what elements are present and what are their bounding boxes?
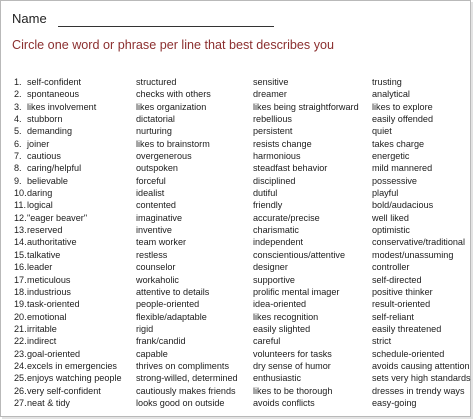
- word-text: meticulous: [27, 274, 71, 285]
- word-option[interactable]: people-oriented: [136, 299, 200, 310]
- item-number: 27.: [14, 397, 27, 408]
- word-option[interactable]: [14, 335, 122, 347]
- word-option[interactable]: idea-oriented: [253, 299, 307, 310]
- item-number: 13.: [14, 225, 27, 236]
- item-number: 5.: [14, 126, 22, 137]
- word-text: daring: [27, 188, 53, 199]
- word-option[interactable]: schedule-oriented: [372, 348, 445, 359]
- word-option[interactable]: independent: [253, 237, 304, 248]
- item-number: 9.: [14, 175, 22, 186]
- word-text: stubborn: [27, 114, 63, 125]
- word-text: demanding: [27, 126, 72, 137]
- word-option[interactable]: careful: [253, 336, 281, 347]
- word-option[interactable]: conscientious/attentive: [253, 249, 346, 260]
- word-option[interactable]: optimistic: [372, 225, 410, 236]
- word-option[interactable]: [14, 360, 122, 372]
- item-number: 12.: [14, 212, 27, 223]
- word-option[interactable]: attentive to details: [136, 286, 210, 297]
- word-text: leader: [27, 262, 53, 273]
- word-option[interactable]: likes to brainstorm: [136, 138, 210, 149]
- word-text: likes involvement: [27, 101, 97, 112]
- item-number: 10.: [14, 188, 27, 199]
- word-option[interactable]: takes charge: [372, 138, 425, 149]
- word-option[interactable]: [14, 224, 122, 236]
- word-option[interactable]: [14, 372, 122, 384]
- item-number: 7.: [14, 151, 22, 162]
- word-option[interactable]: [14, 175, 122, 187]
- word-option[interactable]: designer: [253, 262, 288, 273]
- word-option[interactable]: likes organization: [136, 101, 207, 112]
- word-text: self-confident: [27, 77, 82, 87]
- item-number: 14.: [14, 237, 27, 248]
- word-option[interactable]: modest/unassuming: [372, 249, 454, 260]
- word-option[interactable]: likes to be thorough: [253, 385, 333, 396]
- instructions: Circle one word or phrase per line that best describes you: [12, 38, 335, 52]
- word-option[interactable]: forceful: [136, 175, 166, 186]
- word-option[interactable]: sensitive: [253, 77, 289, 87]
- word-option[interactable]: [14, 76, 122, 88]
- word-text: authoritative: [27, 237, 77, 248]
- item-number: 24.: [14, 360, 27, 371]
- word-option[interactable]: [14, 212, 122, 224]
- word-option[interactable]: friendly: [253, 200, 283, 211]
- word-text: logical: [27, 200, 53, 211]
- name-blank-line: [58, 26, 274, 27]
- column-3: [253, 76, 359, 409]
- item-number: 1.: [14, 77, 22, 87]
- word-option[interactable]: [14, 113, 122, 125]
- word-option[interactable]: easy-going: [372, 397, 417, 408]
- word-option[interactable]: conservative/traditional: [372, 237, 466, 248]
- item-number: 20.: [14, 311, 27, 322]
- word-option[interactable]: outspoken: [136, 163, 178, 174]
- word-option[interactable]: [14, 397, 122, 409]
- word-option[interactable]: [14, 162, 122, 174]
- word-option[interactable]: [14, 125, 122, 137]
- word-option[interactable]: easily offended: [372, 114, 434, 125]
- word-option[interactable]: workaholic: [136, 274, 179, 285]
- name-label: Name: [12, 11, 47, 26]
- word-option[interactable]: strict: [372, 336, 392, 347]
- word-option[interactable]: [14, 286, 122, 298]
- word-text: emotional: [27, 311, 67, 322]
- word-option[interactable]: analytical: [372, 89, 410, 100]
- word-option[interactable]: [14, 249, 122, 261]
- word-option[interactable]: [14, 311, 122, 323]
- word-text: indirect: [27, 336, 57, 347]
- word-option[interactable]: looks good on outside: [136, 397, 225, 408]
- word-option[interactable]: possessive: [372, 175, 417, 186]
- word-option[interactable]: [14, 348, 122, 360]
- item-number: 2.: [14, 89, 22, 100]
- word-option[interactable]: well liked: [372, 212, 409, 223]
- word-option[interactable]: prolific mental imager: [253, 286, 340, 297]
- item-number: 19.: [14, 299, 27, 310]
- word-text: "eager beaver": [27, 212, 88, 223]
- column-4: [372, 76, 471, 409]
- word-option[interactable]: cautiously makes friends: [136, 385, 236, 396]
- word-option[interactable]: volunteers for tasks: [253, 348, 332, 359]
- word-option[interactable]: [14, 88, 122, 100]
- item-number: 4.: [14, 114, 22, 125]
- word-option[interactable]: self-reliant: [372, 311, 414, 322]
- word-option[interactable]: likes recognition: [253, 311, 319, 322]
- word-option[interactable]: structured: [136, 77, 177, 87]
- word-option[interactable]: result-oriented: [372, 299, 431, 310]
- word-text: joiner: [27, 138, 50, 149]
- word-option[interactable]: controller: [372, 262, 410, 273]
- word-option[interactable]: [14, 101, 122, 113]
- word-option[interactable]: positive thinker: [372, 286, 433, 297]
- item-number: 15.: [14, 249, 27, 260]
- word-option[interactable]: restless: [136, 249, 168, 260]
- word-option[interactable]: dutiful: [253, 188, 278, 199]
- word-option[interactable]: likes being straightforward: [253, 101, 359, 112]
- word-text: goal-oriented: [27, 348, 81, 359]
- word-text: very self-confident: [27, 385, 101, 396]
- word-option[interactable]: flexible/adaptable: [136, 311, 207, 322]
- word-text: spontaneous: [27, 89, 80, 100]
- word-option[interactable]: enthusiastic: [253, 373, 302, 384]
- word-text: caring/helpful: [27, 163, 82, 174]
- word-option[interactable]: checks with others: [136, 89, 211, 100]
- word-option[interactable]: quiet: [372, 126, 392, 137]
- column-1: [14, 76, 122, 409]
- word-option[interactable]: [14, 187, 122, 199]
- word-option[interactable]: thrives on compliments: [136, 360, 229, 371]
- word-option[interactable]: [14, 236, 122, 248]
- word-option[interactable]: playful: [372, 188, 399, 199]
- item-number: 6.: [14, 138, 22, 149]
- word-option[interactable]: dry sense of humor: [253, 360, 331, 371]
- item-number: 18.: [14, 286, 27, 297]
- word-option[interactable]: inventive: [136, 225, 172, 236]
- word-option[interactable]: [14, 138, 122, 150]
- word-option[interactable]: capable: [136, 348, 168, 359]
- word-option[interactable]: dresses in trendy ways: [372, 385, 465, 396]
- word-option[interactable]: likes to explore: [372, 101, 433, 112]
- word-option[interactable]: energetic: [372, 151, 410, 162]
- word-text: excels in emergencies: [27, 360, 117, 371]
- word-option[interactable]: frank/candid: [136, 336, 186, 347]
- word-text: irritable: [27, 323, 57, 334]
- word-option[interactable]: [14, 274, 122, 286]
- word-option[interactable]: [14, 261, 122, 273]
- item-number: 16.: [14, 262, 27, 273]
- word-option[interactable]: [14, 199, 122, 211]
- word-text: reserved: [27, 225, 63, 236]
- word-option[interactable]: self-directed: [372, 274, 422, 285]
- item-number: 21.: [14, 323, 27, 334]
- word-option[interactable]: overgenerous: [136, 151, 192, 162]
- item-number: 23.: [14, 348, 27, 359]
- word-option[interactable]: easily slighted: [253, 323, 311, 334]
- item-number: 8.: [14, 163, 22, 174]
- word-option[interactable]: strong-willed, determined: [136, 373, 238, 384]
- item-number: 22.: [14, 336, 27, 347]
- word-option[interactable]: imaginative: [136, 212, 182, 223]
- word-option[interactable]: contented: [136, 200, 176, 211]
- word-option[interactable]: supportive: [253, 274, 295, 285]
- word-option[interactable]: dreamer: [253, 89, 287, 100]
- word-option[interactable]: bold/audacious: [372, 200, 434, 211]
- word-text: industrious: [27, 286, 71, 297]
- column-2: [136, 76, 238, 409]
- word-option[interactable]: resists change: [253, 138, 312, 149]
- word-text: talkative: [27, 249, 61, 260]
- item-number: 17.: [14, 274, 27, 285]
- word-option[interactable]: [14, 323, 122, 335]
- word-text: enjoys watching people: [27, 373, 122, 384]
- word-option[interactable]: easily threatened: [372, 323, 442, 334]
- item-number: 3.: [14, 101, 22, 112]
- item-number: 26.: [14, 385, 27, 396]
- word-option[interactable]: [14, 385, 122, 397]
- word-option[interactable]: dictatorial: [136, 114, 175, 125]
- word-option[interactable]: [14, 150, 122, 162]
- word-option[interactable]: accurate/precise: [253, 212, 320, 223]
- word-option[interactable]: team worker: [136, 237, 187, 248]
- word-option[interactable]: trusting: [372, 77, 402, 87]
- word-option[interactable]: charismatic: [253, 225, 299, 236]
- name-row: [12, 10, 312, 30]
- word-option[interactable]: nurturing: [136, 126, 172, 137]
- word-text: believable: [27, 175, 68, 186]
- word-option[interactable]: rebellious: [253, 114, 292, 125]
- word-option[interactable]: [14, 298, 122, 310]
- word-text: cautious: [27, 151, 61, 162]
- word-option[interactable]: disciplined: [253, 175, 296, 186]
- word-option[interactable]: avoids conflicts: [253, 397, 315, 408]
- word-option[interactable]: mild mannered: [372, 163, 433, 174]
- word-text: task-oriented: [27, 299, 80, 310]
- word-option[interactable]: rigid: [136, 323, 154, 334]
- word-option[interactable]: counselor: [136, 262, 176, 273]
- word-option[interactable]: idealist: [136, 188, 165, 199]
- item-number: 11.: [14, 200, 26, 211]
- word-option[interactable]: steadfast behavior: [253, 163, 328, 174]
- word-option[interactable]: persistent: [253, 126, 293, 137]
- word-columns: [1, 76, 471, 411]
- word-option[interactable]: sets very high standards: [372, 373, 471, 384]
- item-number: 25.: [14, 373, 27, 384]
- word-option[interactable]: avoids causing attention: [372, 360, 470, 371]
- word-option[interactable]: harmonious: [253, 151, 301, 162]
- word-text: neat & tidy: [27, 397, 70, 408]
